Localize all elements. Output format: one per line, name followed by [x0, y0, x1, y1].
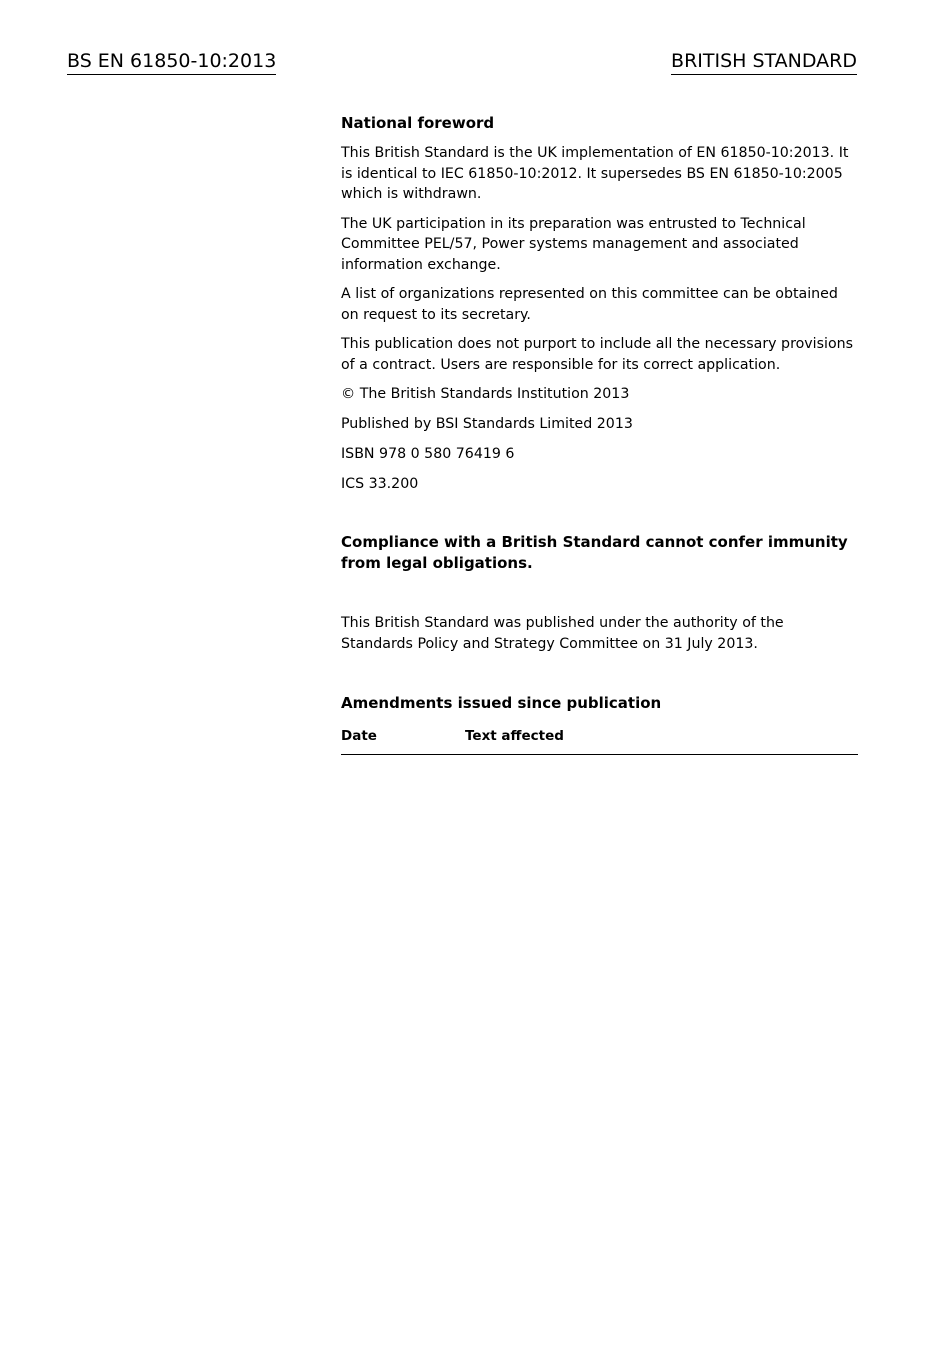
- ics-line: ICS 33.200: [341, 476, 419, 492]
- authority-statement: This British Standard was published under the authority of the Standards Policy and Strategy Committee on 31 July 2013.: [341, 614, 784, 652]
- foreword-paragraph: A list of organizations represented on this committee can be obtained on request to its secretary.: [341, 286, 838, 323]
- isbn-line: ISBN 978 0 580 76419 6: [341, 446, 515, 462]
- foreword-content: [341, 113, 858, 755]
- copyright-line: © The British Standards Institution 2013: [341, 386, 630, 402]
- publisher-line: Published by BSI Standards Limited 2013: [341, 416, 633, 432]
- column-header-text-affected: Text affected: [465, 727, 564, 744]
- foreword-paragraph: This publication does not purport to include all the necessary provisions of a contract. Users are responsible for its correct application.: [341, 336, 854, 373]
- foreword-paragraph: This British Standard is the UK implementation of EN 61850-10:2013. It is identical to IEC 61850-10:2012. It supersedes BS EN 61850-10:2005 which is withdrawn.: [341, 145, 849, 202]
- amendments-table-header: [341, 726, 858, 755]
- national-foreword-title: National foreword: [341, 114, 495, 132]
- document-id: BS EN 61850-10:2013: [67, 49, 276, 75]
- amendments-title: Amendments issued since publication: [341, 693, 662, 712]
- foreword-paragraph: The UK participation in its preparation was entrusted to Technical Committee PEL/57, Power systems management and associated information exchange.: [341, 215, 806, 273]
- compliance-notice: Compliance with a British Standard cannot confer immunity from legal obligations.: [341, 532, 848, 572]
- column-header-date: Date: [341, 727, 377, 744]
- standard-type-label: BRITISH STANDARD: [671, 49, 857, 75]
